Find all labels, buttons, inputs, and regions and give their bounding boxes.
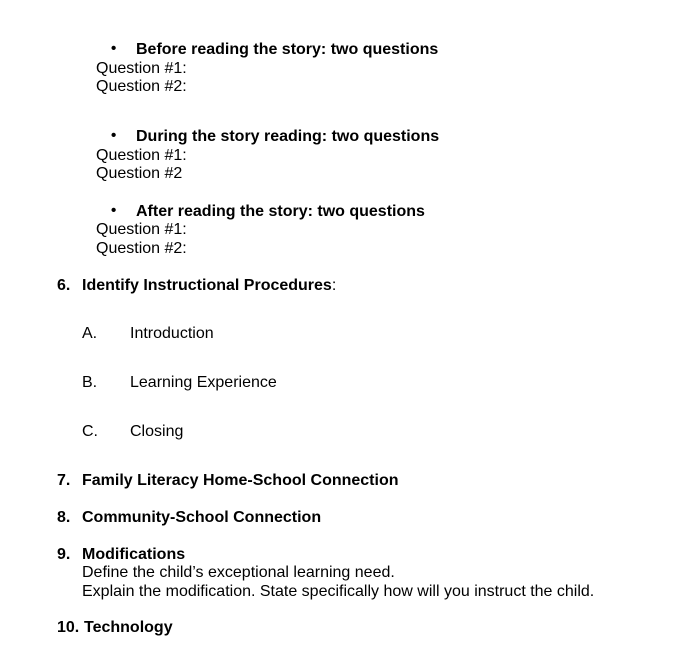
subitem-c-label: Closing	[130, 423, 184, 440]
item-10-title: Technology	[84, 619, 173, 636]
item-8-title: Community-School Connection	[82, 509, 322, 526]
item-6-heading	[82, 277, 336, 296]
before-reading-heading: Before reading the story: two questions	[136, 41, 439, 58]
subitem-c-letter: C.	[82, 423, 98, 440]
after-question-2: Question #2:	[96, 240, 187, 257]
after-reading-heading: After reading the story: two questions	[136, 203, 425, 220]
item-9-line-2: Explain the modification. State specifically how will you instruct the child.	[82, 583, 595, 600]
item-8-number: 8.	[57, 509, 71, 526]
item-9-line-1: Define the child’s exceptional learning need.	[82, 564, 395, 581]
item-7-title: Family Literacy Home-School Connection	[82, 472, 399, 489]
item-6-title: Identify Instructional Procedures	[82, 277, 332, 294]
subitem-b-letter: B.	[82, 374, 98, 391]
item-9-number: 9.	[57, 546, 71, 563]
during-question-2: Question #2	[96, 165, 183, 182]
before-question-1: Question #1:	[96, 60, 187, 77]
item-6-number: 6.	[57, 277, 71, 294]
item-9-title: Modifications	[82, 546, 186, 563]
during-question-1: Question #1:	[96, 147, 187, 164]
item-10-number: 10.	[57, 619, 80, 636]
item-6-colon: :	[331, 277, 337, 294]
during-reading-heading: During the story reading: two questions	[136, 128, 440, 145]
subitem-b-label: Learning Experience	[130, 374, 277, 391]
bullet-icon: •	[111, 202, 117, 219]
subitem-a-letter: A.	[82, 325, 98, 342]
item-7-number: 7.	[57, 472, 71, 489]
subitem-a-label: Introduction	[130, 325, 214, 342]
bullet-icon: •	[111, 127, 117, 144]
after-question-1: Question #1:	[96, 221, 187, 238]
bullet-icon: •	[111, 40, 117, 57]
before-question-2: Question #2:	[96, 78, 187, 95]
